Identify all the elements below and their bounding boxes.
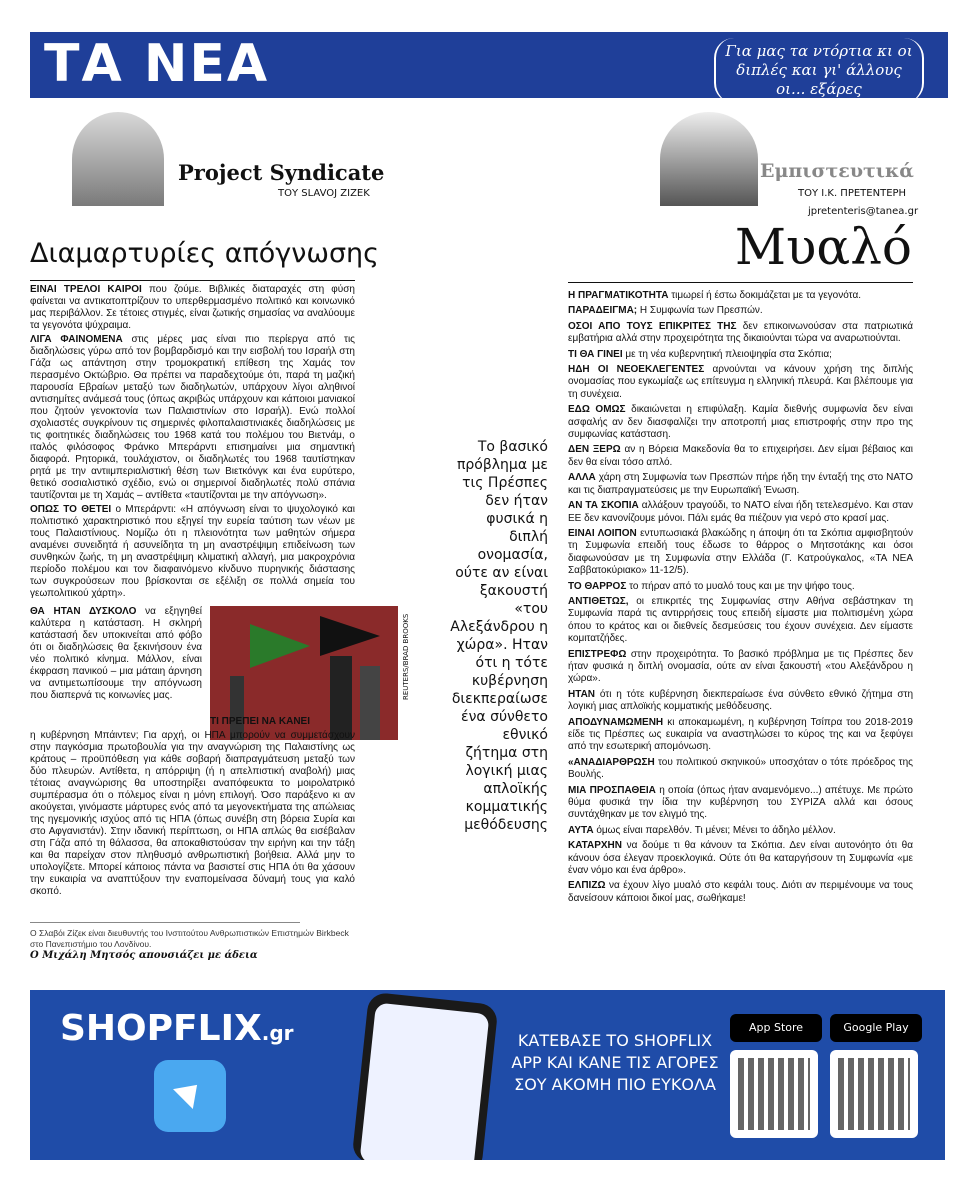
column-item: ΠΑΡΑΔΕΙΓΜΑ; Η Συμφωνία των Πρεσπών. [568,305,763,317]
divider [30,922,300,923]
shopflix-ad[interactable] [30,990,945,1160]
article-left-top: ΕΙΝΑΙ ΤΡΕΛΟΙ ΚΑΙΡΟΙ που ζούμε. Βιβλικές διαταραχές στη φύση φαίνεται να αντικατοπτρίζουν το υπερθερμασμένο πολιτικό και κοινωνικό μας περιβάλλον. Σε τέτοιες στιγμές, είναι ζωτικής σημασίας να αναλύουμε τα γεγονότα ψύχραιμα. ΛΙΓΑ ΦΑΙΝΟΜΕΝΑ στις μέρες μας είναι πιο περίεργα από τις διαδηλώσεις γύρω από τον βομβαρδισμό και την εισβολή του Ισραήλ στη Γάζα ως απάντηση στην τρομοκρατική επίθεση της Χαμάς τον περασμένο Οκτώβριο. Θα πρέπει να παραδεχτούμε ότι, παρά τη μαζική παρουσία Εβραίων μεταξύ των διαδηλωτών, υπάρχουν λίγοι αληθινοί αντισημίτες ανάμεσά τους (όπως ακριβώς υπάρχουν και κάποιοι μανιακοί που ζητούν γενοκτονία των Παλαιστινίων στο Ισραήλ). Ενώ πολλοί σχολιαστές συγκρίνουν τις σημερινές φιλοπαλαιστινιακές διαδηλώσεις με τις φοιτητικές διαδηλώσεις του 1968 κατά του πολέμου του Βιετνάμ, ο ιταλός φιλόσοφος Φράνκο Μπεράρντι επισημαίνει μια σημαντική διαφορά. Ρητορικά, τουλάχιστον, οι διαδηλωτές του 1968 ταυτίστηκαν ρητά με την αντιιμπεριαλιστική θέση των Βιετκόνγκ και ένα ευρύτερο, θετικό σοσιαλιστικό σχέδιο, ενώ οι σημερινοί διαδηλωτές πολύ σπάνια ταυτίζονται με τη Χαμάς – αντίθετα «ταυτίζονται με την απόγνωση». ΟΠΩΣ ΤΟ ΘΕΤΕΙ ο Μπεράρντι: «Η απόγνωση είναι το ψυχολογικό και πολιτιστικό χαρακτηριστικό που εξηγεί την ευρεία ταύτιση των νέων με τους Παλαιστίνιους. Νομίζω ότι η πλειονότητα των μαθητών σήμερα αναμένει συνειδητά ή ασυνείδητα τη μη αναστρέψιμη επιδείνωση των συνθηκών ζωής, τη μη αναστρέψιμη κλιματική αλλαγή, μια μακροχρόνια περίοδο πολέμου και τον διαφαινόμενο κίνδυνο πυρηνικής διάστασης των συγκρούσεων που βρίσκονται σε εξέλιξη σε πολλά σημεία του γεωπολιτικού χάρτη». [30,284,356,599]
byline-right: ΤΟΥ Ι.Κ. ΠΡΕΤΕΝΤΕΡΗ [798,188,907,199]
author-email[interactable]: jpretenteris@tanea.gr [808,206,919,217]
column-item: ΜΙΑ ΠΡΟΣΠΑΘΕΙΑ η οποία (όπως ήταν αναμενόμενο...) απέτυχε. Με πρώτο θύμα φυσικά την ίδια την κυβέρνηση του ΣΥΡΙΖΑ αλλά και όσους συντάχθηκαν με τον ελιγμό της. [568,784,913,821]
column-item: ΕΔΩ ΟΜΩΣ δικαιώνεται η επιφύλαξη. Καμία διεθνής συμφωνία δεν είναι ασφαλής αν δεν διασφαλίζει την αποτροπή μιας επιστροφής στην προ της συμφωνίας κατάσταση. [568,404,914,441]
column-title-left: Project Syndicate [178,160,385,185]
phone-mockup [351,992,498,1160]
qr-code-icon[interactable] [830,1050,918,1138]
ad-call-to-action: ΚΑΤΕΒΑΣΕ ΤΟ SHOPFLIX APP ΚΑΙ ΚΑΝΕ ΤΙΣ ΑΓΟΡΕΣ ΣΟΥ ΑΚΟΜΗ ΠΙΟ ΕΥΚΟΛΑ [511,1031,719,1094]
column-item: ΤΙ ΘΑ ΓΙΝΕΙ με τη νέα κυβερνητική πλειοψηφία στα Σκόπια; [568,348,832,360]
column-item: «ΑΝΑΔΙΑΡΘΡΩΣΗ του πολιτικού σκηνικού» υποσχόταν ο τότε πρόεδρος της Βουλής. [568,756,914,781]
article-left-mid: ΘΑ ΗΤΑΝ ΔΥΣΚΟΛΟ να εξηγηθεί καλύτερα η κατάσταση. Η σκληρή κατάστασή δεν υποκινείται από φόβο ότι οι διαδηλώσεις θα ξεκινήσουν ένα νέο πολιτικό κίνημα. Μάλλον, είναι έκφραση πανικού – μια μάταιη άρνηση να αντιμετωπίσουμε την απόγνωση που διαπερνά τις κοινωνίες μας. [30,606,202,701]
column-item: ΕΛΠΙΖΩ να έχουν λίγο μυαλό στο κεφάλι τους. Διότι αν περιμένουμε να τους δανείσουν κάποιοι δικοί μας, σωθήκαμε! [568,880,914,904]
pull-quote: Το βασικό πρόβλημα με τις Πρέσπες δεν ήταν φυσικά η διπλή ονομασία, ούτε αν είναι ξακουστή «του Αλεξάνδρου η χώρα». Ηταν ότι η τότε κυβέρνηση διεκπεραίωσε ένα σύνθετο εθνικό ζήτημα στη λογική μιας απλοϊκής κομματικής μεθόδευσης [450,439,548,833]
column-item: ΑΛΛΑ χάρη στη Συμφωνία των Πρεσπών πήρε ήδη την ένταξή της στο ΝΑΤΟ και τις διαπραγματεύσεις με την Ευρωπαϊκή Ένωση. [568,472,914,496]
column-item: ΑΝ ΤΑ ΣΚΟΠΙΑ αλλάξουν τραγούδι, το ΝΑΤΟ είναι ήδη τετελεσμένο. Και σταν ΕΕ δεν κανονίζουμε μόνοι. Πάλι εμάς θα πιέζουν για νερό στο κρασί μας. [568,500,914,524]
column-item: ΤΟ ΘΑΡΡΟΣ το πήραν από το μυαλό τους και με την ψήφο τους. [568,580,855,592]
google-play-button[interactable]: Google Play [830,1014,922,1042]
divider [568,282,913,283]
column-item: ΕΠΙΣΤΡΕΦΩ στην προχειρότητα. Το βασικό πρόβλημα με τις Πρέσπες δεν ήταν φυσικά η διπλή ονομασία, ούτε αν είναι ξακουστή «του Αλεξάνδρου η χώρα». [568,648,913,685]
app-store-button[interactable]: App Store [730,1014,822,1042]
column-item: ΑΝΤΙΘΕΤΩΣ, οι επικριτές της Συμφωνίας στην Αθήνα σεβάστηκαν τη Συμφωνία παρά τις αντιρρήσεις τους επειδή είμαστε μια πολιτισμένη χώρα όπου το κράτος και οι διεθνείς δεσμεύσεις του έχουν συνέχεια. Δεν είμαστε κομιτατζήδες. [568,595,914,645]
author-photo-zizek [72,112,164,206]
column-item: ΗΔΗ ΟΙ ΝΕΟΕΚΛΕΓΕΝΤΕΣ αρνούνται να κάνουν χρήση της διπλής ονομασίας που εγκωμίαζε ως επίτευγμα η ελληνική πλευρά. Και βλέπουμε για τη συνέχεια. [568,364,914,400]
column-title-right: Εμπιστευτικά [760,160,914,182]
masthead [30,32,948,98]
absence-note: Ο Μιχάλη Μητσός απουσιάζει με άδεια [30,950,258,961]
column-item: Η ΠΡΑΓΜΑΤΙΚΟΤΗΤΑ τιμωρεί ή έστω δοκιμάζεται με τα γεγονότα. [568,290,862,301]
photo-credit: REUTERS/BRAD BROOKS [402,613,410,700]
ad-brand: SHOPFLIX.gr [60,1008,294,1049]
column-item: ΑΠΟΔΥΝΑΜΩΜΕΝΗ κι αποκαμωμένη, η κυβέρνηση Τσίπρα του 2018-2019 είδε τις Πρέσπες ως ευκαιρία να αναστηλώσει το κύρος της και να ξεφύγει από την εσωτερική απομόνωση. [568,716,913,753]
column-item: ΕΙΝΑΙ ΛΟΙΠΟΝ εντυπωσιακά βλακώδης η άποψη ότι τα Σκόπια αμφισβητούν τη Συμφωνία επειδή τους έδωσε το θάρρος ο Μητσοτάκης και όσοι διαφωνούσαν με τη Συμφωνία στην Ελλάδα (Γ. Κατρούγκαλος, «ΤΑ ΝΕΑ Σαββατοκύριακο» 11-12/5). [568,527,913,577]
article-right [568,290,913,908]
byline-left: ΤΟΥ SLAVOJ ZIZEK [278,188,370,199]
column-item: ΚΑΤΑΡΧΗΝ να δούμε τι θα κάνουν τα Σκόπια. Δεν είναι αυτονόητο ότι θα κάνουν όσα έλεγαν προεκλογικά. Ούτε ότι θα καταργήσουν τη Συμφωνία «με έναν νόμο και ένα άρθρο». [568,840,913,877]
qr-code-icon[interactable] [730,1050,818,1138]
column-item: ΑΥΤΑ όμως είναι παρελθόν. Τι μένει; Μένει το άδηλο μέλλον. [568,824,836,836]
author-photo-pretenteris [660,112,758,206]
masthead-tagline: Για μας τα ντόρτια κι οι διπλές και γι' άλλους οι... εξάρες [714,38,924,103]
divider [30,280,355,281]
author-note: Ο Σλαβόι Ζίζεκ είναι διευθυντής του Ινστιτούτου Ανθρωπιστικών Επιστημών Birkbeck στο Πανεπιστήμιο του Λονδίνου. [30,928,349,949]
article-left-bottom: ΤΙ ΠΡΕΠΕΙ ΝΑ ΚΑΝΕΙ η κυβέρνηση Μπάιντεν; Για αρχή, οι ΗΠΑ μπορούν να συμμετάσχουν στην παγκόσμια πρωτοβουλία για την αναγνώριση της Παλαιστίνης ως κράτους – προϋπόθεση για κάθε σοβαρή διαπραγμάτευση μεταξύ των δύο πλευρών. Αντίθετα, η απόρριψη (ή η απελπιστική αναβολή) μιας τέτοιας αναγνώρισης θα υποστηρίξει αναπόφευκτα το μοιρολατρικό συμπέρασμα ότι ο πόλεμος είναι η μόνη επιλογή. Όσο παράξενο κι αν ακούγεται, γινόμαστε μάρτυρες ενός από τα μεγονεκτήματα της απώλειας της ηγεμονικής ισχύος από τις ΗΠΑ (όπως συνέβη στη βόρεια Συρία και στο Αφγανιστάν). Στην ιδανική περίπτωση, οι ΗΠΑ απλώς θα εισέβαλαν στη Γάζα από τη θάλασσα, θα αποκαθιστούσαν την ειρήνη και την τάξη και θα παρείχαν στον πληθυσμό ανθρωπιστική βοήθεια. Αλλά μην το υπολογίζετε. Μπορεί κάποιος πάντα να βασιστεί στις ΗΠΑ ότι θα χάσουν την ευκαιρία να αναπτύξουν την εναπομείνασα δύναμή τους για καλό σκοπό. [30,716,355,897]
newspaper-logo: ΤΑ ΝΕΑ [44,34,270,94]
column-item: ΔΕΝ ΞΕΡΩ αν η Βόρεια Μακεδονία θα το επιχειρήσει. Δεν είμαι βέβαιος και δεν θα είναι τόσο απλό. [568,444,913,468]
headline-left: Διαμαρτυρίες απόγνωσης [30,238,380,269]
column-item: ΟΣΟΙ ΑΠΟ ΤΟΥΣ ΕΠΙΚΡΙΤΕΣ ΤΗΣ δεν επικοινωνούσαν στα πατριωτικά εμβατήρια αλλά στην προχειρότητα της δικαιούνται τώρα να αναρωτιούνται. [568,320,913,345]
headline-right: Μυαλό [734,218,912,276]
column-item: ΗΤΑΝ ότι η τότε κυβέρνηση διεκπεραίωσε ένα σύνθετο εθνικό ζήτημα στη λογική μιας απλοϊκής κομματικής μεθόδευσης. [568,688,914,713]
cursor-icon [154,1060,226,1132]
